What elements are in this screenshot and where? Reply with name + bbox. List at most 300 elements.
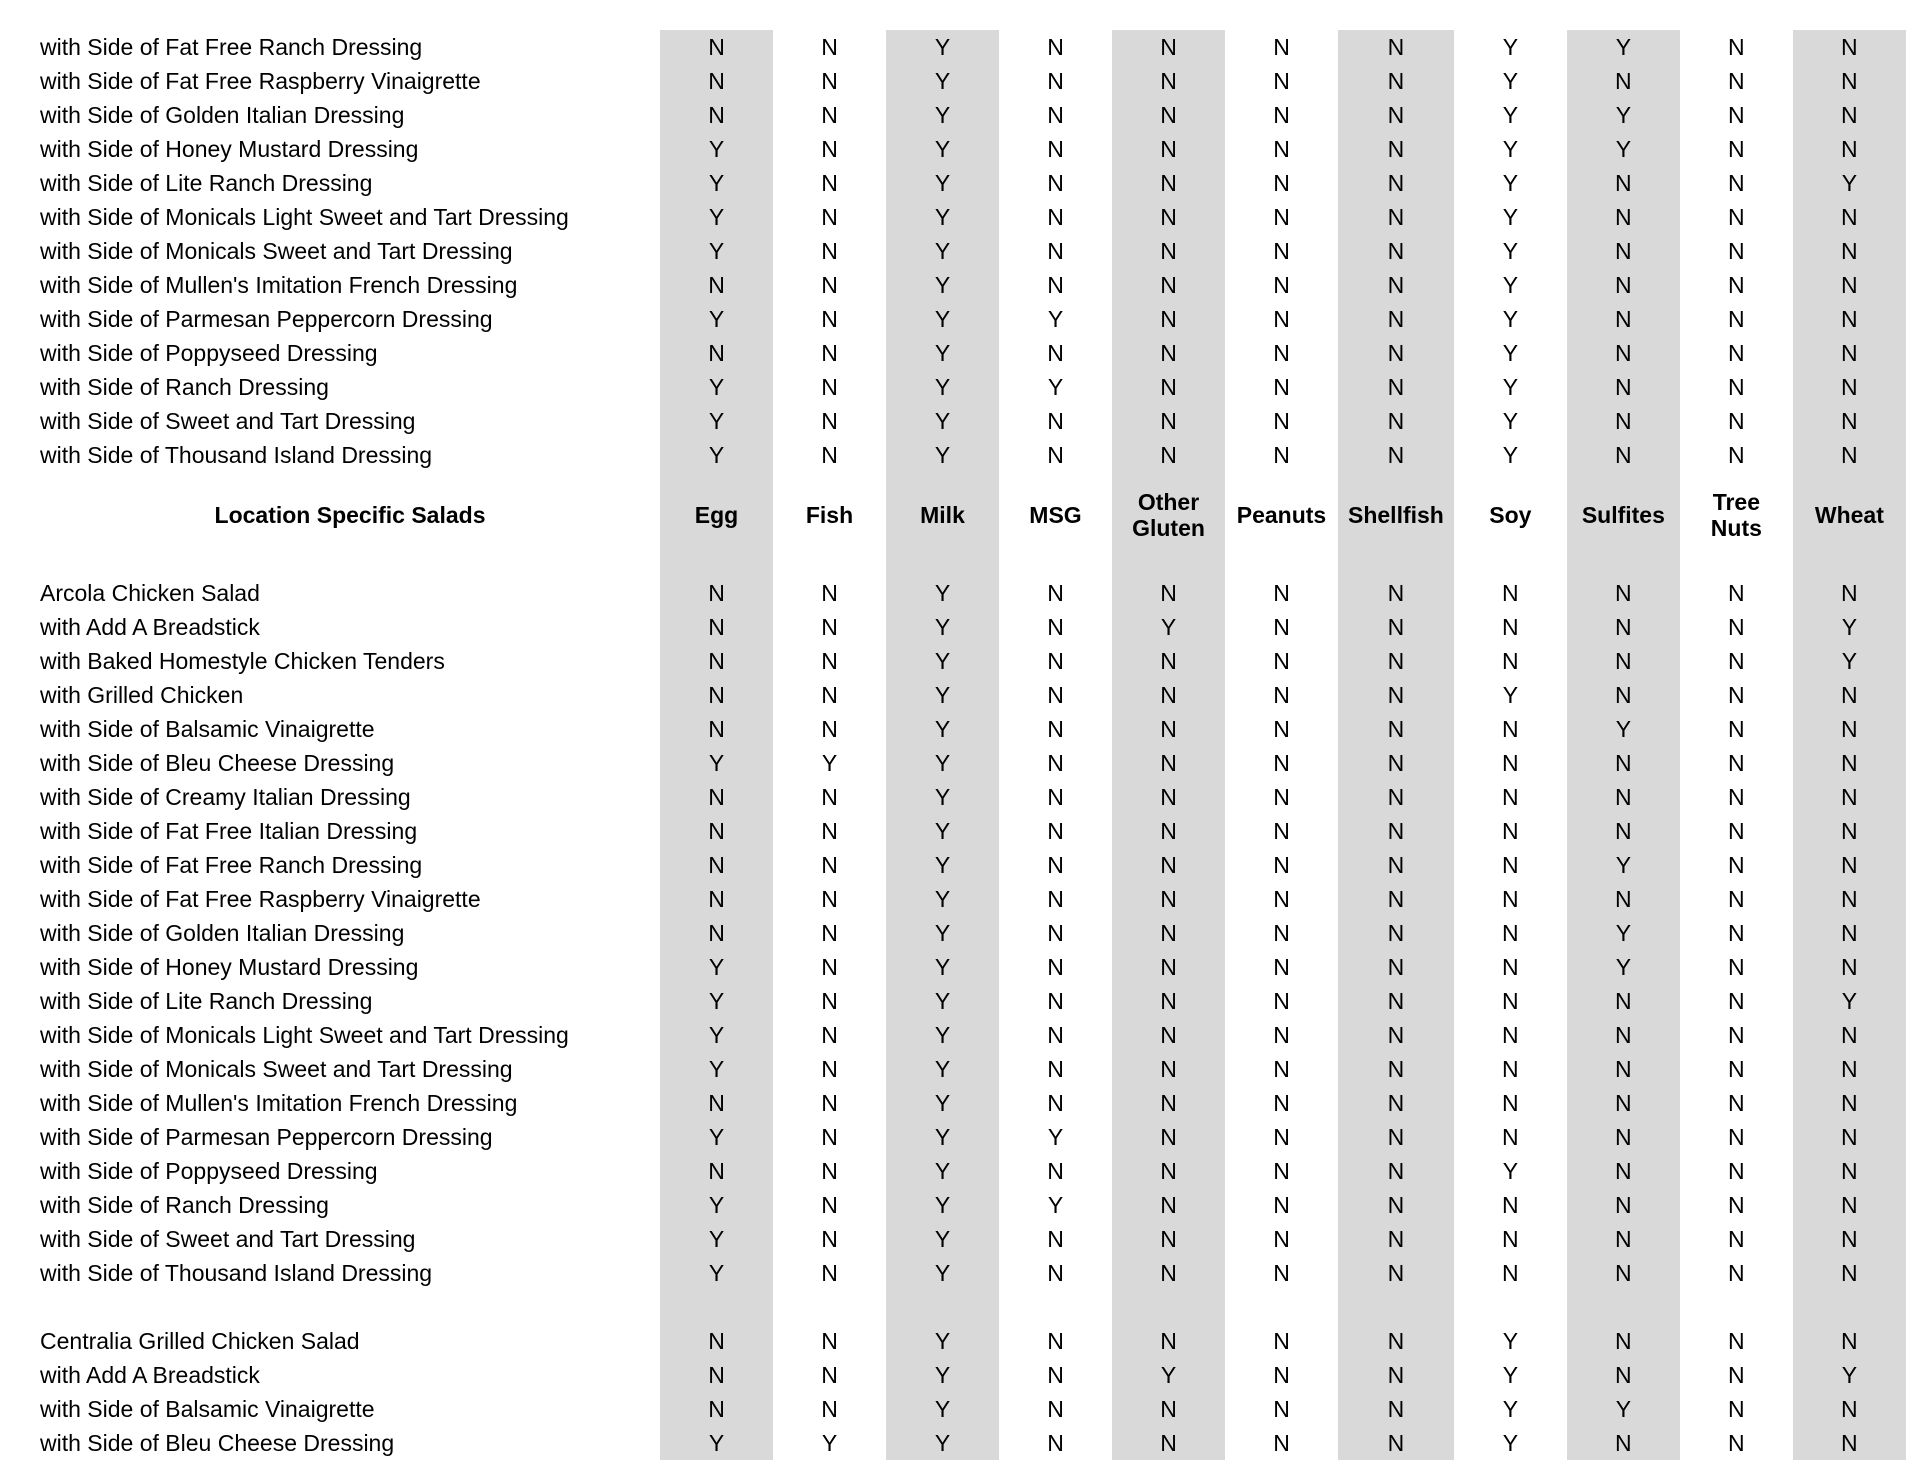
table-row [40,132,1906,166]
row-label: with Side of Creamy Italian Dressing [40,783,411,810]
table-row [40,1222,1906,1256]
cell-fish: N [821,135,838,162]
cell-soy: Y [1502,169,1519,196]
cell-soy: Y [1502,339,1519,366]
table-row [40,984,1906,1018]
cell-other-gluten: N [1112,166,1225,200]
cell-milk: Y [886,746,999,780]
cell-msg: Y [1047,1123,1064,1150]
cell-shellfish: N [1338,814,1454,848]
cell-shellfish: N [1338,576,1454,610]
cell-tree-nuts: N [1728,373,1745,400]
row-label: with Side of Fat Free Ranch Dressing [40,851,423,878]
cell-sulfites: N [1567,1052,1680,1086]
table-row [40,1120,1906,1154]
cell-peanuts: N [1273,1089,1290,1116]
cell-msg: N [1047,715,1064,742]
row-label: Arcola Chicken Salad [40,579,260,606]
row-label: with Side of Lite Ranch Dressing [40,987,373,1014]
table-row [40,1086,1906,1120]
cell-peanuts: N [1273,1429,1290,1456]
table-header-row [40,472,1906,560]
cell-soy: N [1502,613,1519,640]
cell-soy: Y [1502,407,1519,434]
cell-tree-nuts: N [1728,305,1745,332]
cell-other-gluten: N [1112,1392,1225,1426]
cell-wheat: N [1793,234,1906,268]
cell-msg: N [1047,1021,1064,1048]
cell-other-gluten: N [1112,882,1225,916]
cell-soy: Y [1502,203,1519,230]
cell-peanuts: N [1273,101,1290,128]
cell-egg: N [660,712,773,746]
cell-sulfites: N [1567,438,1680,472]
cell-wheat: N [1793,1426,1906,1460]
cell-shellfish: N [1338,1120,1454,1154]
cell-milk: Y [886,166,999,200]
cell-egg: N [660,64,773,98]
cell-peanuts: N [1273,783,1290,810]
cell-shellfish: N [1338,848,1454,882]
cell-fish: N [821,817,838,844]
cell-other-gluten: N [1112,336,1225,370]
cell-sulfites: N [1567,1154,1680,1188]
cell-peanuts: N [1273,1327,1290,1354]
cell-egg: Y [660,984,773,1018]
cell-sulfites: Y [1567,712,1680,746]
cell-other-gluten: N [1112,1324,1225,1358]
cell-fish: N [821,1123,838,1150]
cell-sulfites: N [1567,1188,1680,1222]
cell-egg: Y [660,746,773,780]
cell-fish: N [821,407,838,434]
cell-shellfish: N [1338,302,1454,336]
row-label: with Add A Breadstick [40,613,260,640]
cell-wheat: N [1793,678,1906,712]
cell-tree-nuts: N [1728,441,1745,468]
table-row [40,166,1906,200]
cell-other-gluten: N [1112,98,1225,132]
cell-egg: Y [660,950,773,984]
cell-sulfites: Y [1567,98,1680,132]
cell-wheat: N [1793,712,1906,746]
cell-other-gluten: N [1112,848,1225,882]
table-row [40,64,1906,98]
cell-milk: Y [886,1358,999,1392]
cell-milk: Y [886,438,999,472]
cell-fish: N [821,1157,838,1184]
row-label: with Side of Thousand Island Dressing [40,1259,433,1286]
cell-sulfites: N [1567,1358,1680,1392]
cell-shellfish: N [1338,438,1454,472]
spacer-cell-wheat [1793,560,1906,576]
row-label: with Side of Mullen's Imitation French Dressing [40,1089,518,1116]
cell-milk: Y [886,882,999,916]
row-label: with Side of Golden Italian Dressing [40,101,405,128]
row-label: with Side of Honey Mustard Dressing [40,135,419,162]
cell-tree-nuts: N [1728,135,1745,162]
cell-msg: N [1047,169,1064,196]
cell-other-gluten: N [1112,678,1225,712]
table-row [40,404,1906,438]
cell-peanuts: N [1273,681,1290,708]
cell-sulfites: N [1567,678,1680,712]
cell-shellfish: N [1338,336,1454,370]
cell-soy: Y [1502,101,1519,128]
cell-other-gluten: N [1112,1018,1225,1052]
cell-fish: N [821,1395,838,1422]
cell-sulfites: N [1567,1222,1680,1256]
cell-msg: N [1047,339,1064,366]
cell-wheat: N [1793,200,1906,234]
allergen-table [40,30,1906,1460]
cell-sulfites: N [1567,882,1680,916]
table-row [40,746,1906,780]
cell-milk: Y [886,132,999,166]
spacer-cell-soy [1454,1290,1567,1324]
row-label: with Side of Parmesan Peppercorn Dressing [40,1123,493,1150]
cell-egg: N [660,644,773,678]
cell-msg: N [1047,407,1064,434]
cell-fish: N [821,271,838,298]
cell-msg: N [1047,1089,1064,1116]
row-label: with Side of Fat Free Raspberry Vinaigrette [40,67,481,94]
cell-fish: N [821,783,838,810]
cell-fish: N [821,373,838,400]
cell-wheat: N [1793,30,1906,64]
table-row [40,234,1906,268]
cell-fish: N [821,1191,838,1218]
cell-wheat: N [1793,848,1906,882]
cell-peanuts: N [1273,953,1290,980]
cell-other-gluten: N [1112,404,1225,438]
cell-tree-nuts: N [1728,647,1745,674]
cell-peanuts: N [1273,1225,1290,1252]
table-row [40,576,1906,610]
cell-peanuts: N [1273,1259,1290,1286]
cell-wheat: N [1793,882,1906,916]
cell-soy: N [1502,885,1519,912]
cell-milk: Y [886,610,999,644]
cell-wheat: N [1793,1222,1906,1256]
cell-tree-nuts: N [1728,885,1745,912]
cell-egg: Y [660,1222,773,1256]
table-row [40,1018,1906,1052]
cell-shellfish: N [1338,30,1454,64]
cell-soy: Y [1502,237,1519,264]
cell-fish: N [821,579,838,606]
table-row [40,336,1906,370]
table-row [40,98,1906,132]
cell-egg: Y [660,1018,773,1052]
cell-other-gluten: N [1112,1426,1225,1460]
cell-milk: Y [886,98,999,132]
cell-peanuts: N [1273,1361,1290,1388]
cell-soy: N [1502,953,1519,980]
cell-egg: Y [660,1426,773,1460]
cell-shellfish: N [1338,950,1454,984]
cell-soy: N [1502,1191,1519,1218]
column-header-wheat: Wheat [1793,472,1906,560]
cell-wheat: N [1793,1256,1906,1290]
cell-soy: N [1502,1055,1519,1082]
table-row [40,1426,1906,1460]
cell-soy: N [1502,579,1519,606]
cell-msg: Y [1047,373,1064,400]
spacer-cell-fish [773,1290,886,1324]
cell-tree-nuts: N [1728,101,1745,128]
cell-tree-nuts: N [1728,203,1745,230]
cell-fish: N [821,647,838,674]
cell-fish: N [821,885,838,912]
cell-soy: Y [1502,1327,1519,1354]
cell-egg: Y [660,132,773,166]
cell-milk: Y [886,1256,999,1290]
row-label: with Side of Monicals Sweet and Tart Dressing [40,1055,513,1082]
cell-other-gluten: N [1112,64,1225,98]
cell-other-gluten: N [1112,234,1225,268]
row-label: with Side of Balsamic Vinaigrette [40,715,375,742]
cell-msg: N [1047,1055,1064,1082]
table-row [40,1358,1906,1392]
row-label: with Side of Monicals Light Sweet and Tart Dressing [40,1021,569,1048]
row-label: with Side of Balsamic Vinaigrette [40,1395,375,1422]
cell-milk: Y [886,404,999,438]
cell-milk: Y [886,1120,999,1154]
cell-sulfites: Y [1567,1392,1680,1426]
cell-other-gluten: Y [1112,610,1225,644]
cell-egg: Y [660,302,773,336]
cell-msg: N [1047,1259,1064,1286]
cell-sulfites: N [1567,610,1680,644]
cell-sulfites: N [1567,780,1680,814]
cell-egg: Y [660,438,773,472]
cell-other-gluten: N [1112,746,1225,780]
cell-soy: Y [1502,271,1519,298]
table-row [40,678,1906,712]
cell-msg: N [1047,1157,1064,1184]
cell-soy: N [1502,817,1519,844]
cell-wheat: N [1793,1018,1906,1052]
cell-other-gluten: N [1112,1120,1225,1154]
cell-other-gluten: N [1112,712,1225,746]
cell-msg: N [1047,203,1064,230]
cell-milk: Y [886,336,999,370]
spacer-cell-other-gluten [1112,560,1225,576]
cell-sulfites: N [1567,1018,1680,1052]
cell-wheat: N [1793,370,1906,404]
spacer-cell-sulfites [1567,1290,1680,1324]
spacer-cell-tree-nuts [1680,1290,1793,1324]
row-label: with Side of Lite Ranch Dressing [40,169,373,196]
cell-egg: N [660,678,773,712]
spacer-row [40,1290,1906,1324]
cell-wheat: N [1793,1324,1906,1358]
cell-egg: N [660,1154,773,1188]
spacer-row [40,560,1906,576]
cell-peanuts: N [1273,987,1290,1014]
cell-egg: N [660,1086,773,1120]
cell-milk: Y [886,268,999,302]
cell-other-gluten: N [1112,302,1225,336]
cell-shellfish: N [1338,746,1454,780]
cell-wheat: N [1793,132,1906,166]
cell-peanuts: N [1273,715,1290,742]
cell-other-gluten: N [1112,132,1225,166]
table-row [40,1324,1906,1358]
cell-other-gluten: N [1112,1188,1225,1222]
column-header-peanuts: Peanuts [1236,502,1327,529]
cell-tree-nuts: N [1728,67,1745,94]
cell-other-gluten: N [1112,916,1225,950]
row-label: with Side of Bleu Cheese Dressing [40,749,395,776]
cell-egg: Y [660,1256,773,1290]
cell-wheat: N [1793,746,1906,780]
column-header-tree-nuts: Tree Nuts [1710,489,1762,541]
cell-msg: N [1047,1361,1064,1388]
cell-msg: N [1047,1429,1064,1456]
spacer-cell-wheat [1793,1290,1906,1324]
cell-milk: Y [886,950,999,984]
cell-soy: Y [1502,1429,1519,1456]
cell-tree-nuts: N [1728,1395,1745,1422]
cell-peanuts: N [1273,373,1290,400]
cell-other-gluten: N [1112,1256,1225,1290]
cell-sulfites: N [1567,644,1680,678]
cell-tree-nuts: N [1728,407,1745,434]
row-label: with Side of Fat Free Ranch Dressing [40,33,423,60]
cell-milk: Y [886,1188,999,1222]
row-label: with Side of Thousand Island Dressing [40,441,433,468]
cell-other-gluten: N [1112,438,1225,472]
cell-sulfites: N [1567,814,1680,848]
cell-soy: Y [1502,33,1519,60]
row-label: with Add A Breadstick [40,1361,260,1388]
cell-sulfites: N [1567,234,1680,268]
cell-shellfish: N [1338,268,1454,302]
cell-milk: Y [886,370,999,404]
cell-msg: N [1047,647,1064,674]
cell-shellfish: N [1338,1222,1454,1256]
cell-tree-nuts: N [1728,953,1745,980]
cell-wheat: Y [1793,644,1906,678]
spacer-cell-milk [886,1290,999,1324]
cell-shellfish: N [1338,984,1454,1018]
cell-shellfish: N [1338,1324,1454,1358]
cell-sulfites: N [1567,64,1680,98]
cell-shellfish: N [1338,1426,1454,1460]
cell-shellfish: N [1338,916,1454,950]
cell-shellfish: N [1338,1154,1454,1188]
spacer-label [40,560,660,576]
cell-egg: N [660,610,773,644]
cell-soy: Y [1502,305,1519,332]
cell-fish: N [821,1055,838,1082]
cell-wheat: N [1793,64,1906,98]
row-label: with Side of Monicals Sweet and Tart Dressing [40,237,513,264]
table-row [40,30,1906,64]
cell-egg: N [660,1358,773,1392]
cell-milk: Y [886,712,999,746]
cell-other-gluten: N [1112,950,1225,984]
cell-milk: Y [886,916,999,950]
cell-sulfites: N [1567,1086,1680,1120]
section-title: Location Specific Salads [214,502,486,529]
cell-peanuts: N [1273,67,1290,94]
cell-egg: Y [660,166,773,200]
allergen-table-body [40,30,1906,1460]
cell-soy: N [1502,1021,1519,1048]
spacer-cell-msg [999,1290,1112,1324]
cell-wheat: N [1793,336,1906,370]
cell-fish: N [821,441,838,468]
cell-sulfites: N [1567,984,1680,1018]
row-label: with Side of Fat Free Raspberry Vinaigrette [40,885,481,912]
row-label: with Side of Ranch Dressing [40,373,329,400]
cell-shellfish: N [1338,234,1454,268]
cell-milk: Y [886,814,999,848]
cell-milk: Y [886,576,999,610]
cell-wheat: N [1793,1392,1906,1426]
cell-soy: N [1502,749,1519,776]
cell-tree-nuts: N [1728,987,1745,1014]
cell-wheat: N [1793,916,1906,950]
cell-sulfites: N [1567,302,1680,336]
cell-msg: N [1047,579,1064,606]
cell-other-gluten: Y [1112,1358,1225,1392]
cell-fish: N [821,681,838,708]
cell-soy: Y [1502,1395,1519,1422]
cell-peanuts: N [1273,169,1290,196]
cell-shellfish: N [1338,166,1454,200]
cell-peanuts: N [1273,817,1290,844]
cell-other-gluten: N [1112,200,1225,234]
cell-wheat: N [1793,1120,1906,1154]
cell-peanuts: N [1273,135,1290,162]
cell-sulfites: Y [1567,30,1680,64]
cell-other-gluten: N [1112,780,1225,814]
row-label: with Side of Bleu Cheese Dressing [40,1429,395,1456]
cell-msg: N [1047,33,1064,60]
table-row [40,882,1906,916]
cell-soy: N [1502,987,1519,1014]
cell-wheat: N [1793,1154,1906,1188]
cell-peanuts: N [1273,33,1290,60]
cell-peanuts: N [1273,1191,1290,1218]
cell-tree-nuts: N [1728,1055,1745,1082]
cell-sulfites: N [1567,746,1680,780]
table-row [40,1052,1906,1086]
cell-fish: N [821,1361,838,1388]
cell-egg: N [660,814,773,848]
row-label: with Side of Ranch Dressing [40,1191,329,1218]
cell-tree-nuts: N [1728,1021,1745,1048]
cell-wheat: N [1793,814,1906,848]
row-label: with Side of Poppyseed Dressing [40,1157,378,1184]
cell-msg: N [1047,271,1064,298]
cell-msg: N [1047,681,1064,708]
cell-soy: N [1502,647,1519,674]
cell-fish: N [821,339,838,366]
cell-shellfish: N [1338,1188,1454,1222]
cell-msg: N [1047,749,1064,776]
cell-tree-nuts: N [1728,817,1745,844]
cell-peanuts: N [1273,441,1290,468]
table-row [40,848,1906,882]
cell-wheat: N [1793,950,1906,984]
column-header-other-gluten: Other Gluten [1112,472,1225,560]
cell-wheat: N [1793,1188,1906,1222]
